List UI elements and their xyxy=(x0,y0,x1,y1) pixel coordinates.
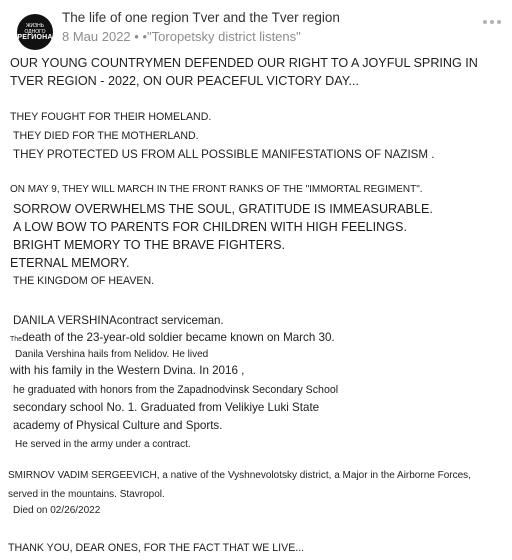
text-prefix: The xyxy=(10,336,23,343)
post-date[interactable]: 8 Mau 2022 xyxy=(62,29,131,44)
text-line-13 xyxy=(10,328,335,346)
text-line-6: ON MAY 9, THEY WILL MARCH IN THE FRONT RANKS OF THE "IMMORTAL REGIMENT". xyxy=(10,184,423,195)
text-line-12 xyxy=(13,311,224,329)
text-line-22: Died on 02/26/2022 xyxy=(13,505,101,516)
text-line-10: ETERNAL MEMORY. xyxy=(10,256,130,270)
text-line-15: with his family in the Western Dvina. In 2016 , xyxy=(10,364,245,377)
more-options-icon[interactable] xyxy=(482,16,502,28)
text-line-14: Danila Vershina hails from Nelidov. He lived xyxy=(15,349,209,360)
soldier-name: DANILA VERSHINA xyxy=(13,314,117,327)
post-meta xyxy=(62,29,301,44)
text-line-2: TVER REGION - 2022, ON OUR PEACEFUL VICTORY DAY... xyxy=(10,74,359,88)
text-line-1: OUR YOUNG COUNTRYMEN DEFENDED OUR RIGHT TO A JOYFUL SPRING IN xyxy=(10,56,478,70)
text-line-20: SMIRNOV VADIM SERGEEVICH, a native of the Vyshnevolotsky district, a Major in the Airborne Forces, xyxy=(8,470,471,481)
text-line-7: SORROW OVERWHELMS THE SOUL, GRATITUDE IS IMMEASURABLE. xyxy=(13,202,433,216)
text-body: death of the 23-year-old soldier became known on March 30. xyxy=(22,331,335,344)
text-line-17: secondary school No. 1. Graduated from Velikiye Luki State xyxy=(13,401,320,414)
page-name[interactable]: The life of one region Tver and the Tver region xyxy=(62,10,340,25)
text-line-19: He served in the army under a contract. xyxy=(15,439,191,450)
text-line-16: he graduated with honors from the Zapadnodvinsk Secondary School xyxy=(13,384,339,396)
avatar-text-big: РЕГИОНА xyxy=(17,34,53,41)
text-line-18: academy of Physical Culture and Sports. xyxy=(13,419,223,432)
text-line-9: BRIGHT MEMORY TO THE BRAVE FIGHTERS. xyxy=(13,238,285,252)
text-line-3: THEY FOUGHT FOR THEIR HOMELAND. xyxy=(10,111,212,123)
text-line-21: served in the mountains. Stavropol. xyxy=(8,489,165,500)
meta-separator: • xyxy=(134,29,139,44)
page-avatar[interactable] xyxy=(17,14,53,50)
text-line-8: A LOW BOW TO PARENTS FOR CHILDREN WITH HIGH FEELINGS. xyxy=(13,220,407,234)
post-header xyxy=(0,0,512,52)
text-line-11: THE KINGDOM OF HEAVEN. xyxy=(13,275,155,287)
soldier-role: contract serviceman. xyxy=(116,314,224,327)
avatar-text-small: ЖИЗНЬ ОДНОГО xyxy=(24,23,46,35)
text-line-4: THEY DIED FOR THE MOTHERLAND. xyxy=(13,130,199,142)
text-line-23: THANK YOU, DEAR ONES, FOR THE FACT THAT WE LIVE... xyxy=(8,542,305,554)
text-line-5: THEY PROTECTED US FROM ALL POSSIBLE MANIFESTATIONS OF NAZISM . xyxy=(13,148,435,161)
post-source: •"Toropetsky district listens" xyxy=(142,29,301,44)
